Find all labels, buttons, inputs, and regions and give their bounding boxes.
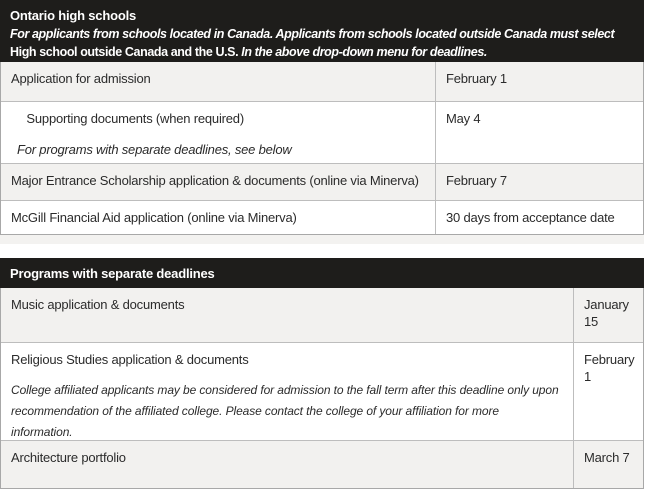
row-label (1, 102, 435, 163)
table-row (1, 342, 643, 440)
row-deadline: May 4 (435, 102, 643, 163)
ontario-table-note (10, 25, 634, 61)
separate-deadlines-body (0, 288, 644, 489)
row-label-text: Religious Studies application & documents (11, 352, 249, 367)
table-row (1, 163, 643, 200)
ontario-high-schools-table (0, 0, 644, 244)
separate-deadlines-header (0, 258, 644, 288)
row-deadline: March 7 (573, 441, 643, 488)
row-sub-note: College affiliated applicants may be considered for admission to the fall term after this deadline only upon recommendation of the affiliated college. Please contact the college of your affiliation for more information. (11, 383, 559, 439)
row-deadline: 30 days from acceptance date (435, 201, 643, 234)
row-label: McGill Financial Aid application (online via Minerva) (11, 210, 297, 225)
row-deadline: January 15 (573, 288, 643, 342)
table-row (1, 101, 643, 163)
note-italic-tail: In the above drop-down menu for deadlines. (241, 45, 487, 59)
row-label: Major Entrance Scholarship application & documents (online via Minerva) (11, 173, 419, 188)
row-label (1, 343, 573, 440)
table-row (1, 288, 643, 342)
row-label: Music application & documents (11, 297, 185, 312)
ontario-table-title: Ontario high schools (10, 8, 137, 23)
table-row (1, 440, 643, 488)
section-gap (0, 244, 644, 258)
row-label: Application for admission (11, 71, 151, 86)
row-deadline: February 1 (435, 62, 643, 101)
row-deadline: February 7 (435, 164, 643, 200)
note-program-name: High school outside Canada and the U.S. (10, 45, 242, 59)
separate-deadlines-table (0, 258, 644, 489)
row-sub-note: For programs with separate deadlines, see below (17, 142, 292, 157)
note-italic-lead: For applicants from schools located in Canada. Applicants from schools located outside Canada must select (10, 27, 615, 41)
table-row (1, 200, 643, 234)
table-footer-strip (0, 235, 644, 244)
row-label-text: Supporting documents (when required) (26, 111, 244, 126)
ontario-table-header (0, 0, 644, 62)
separate-deadlines-title: Programs with separate deadlines (10, 266, 215, 281)
ontario-table-body (0, 62, 644, 235)
table-row (1, 62, 643, 101)
row-deadline: February 1 (573, 343, 643, 440)
row-label: Architecture portfolio (11, 450, 126, 465)
